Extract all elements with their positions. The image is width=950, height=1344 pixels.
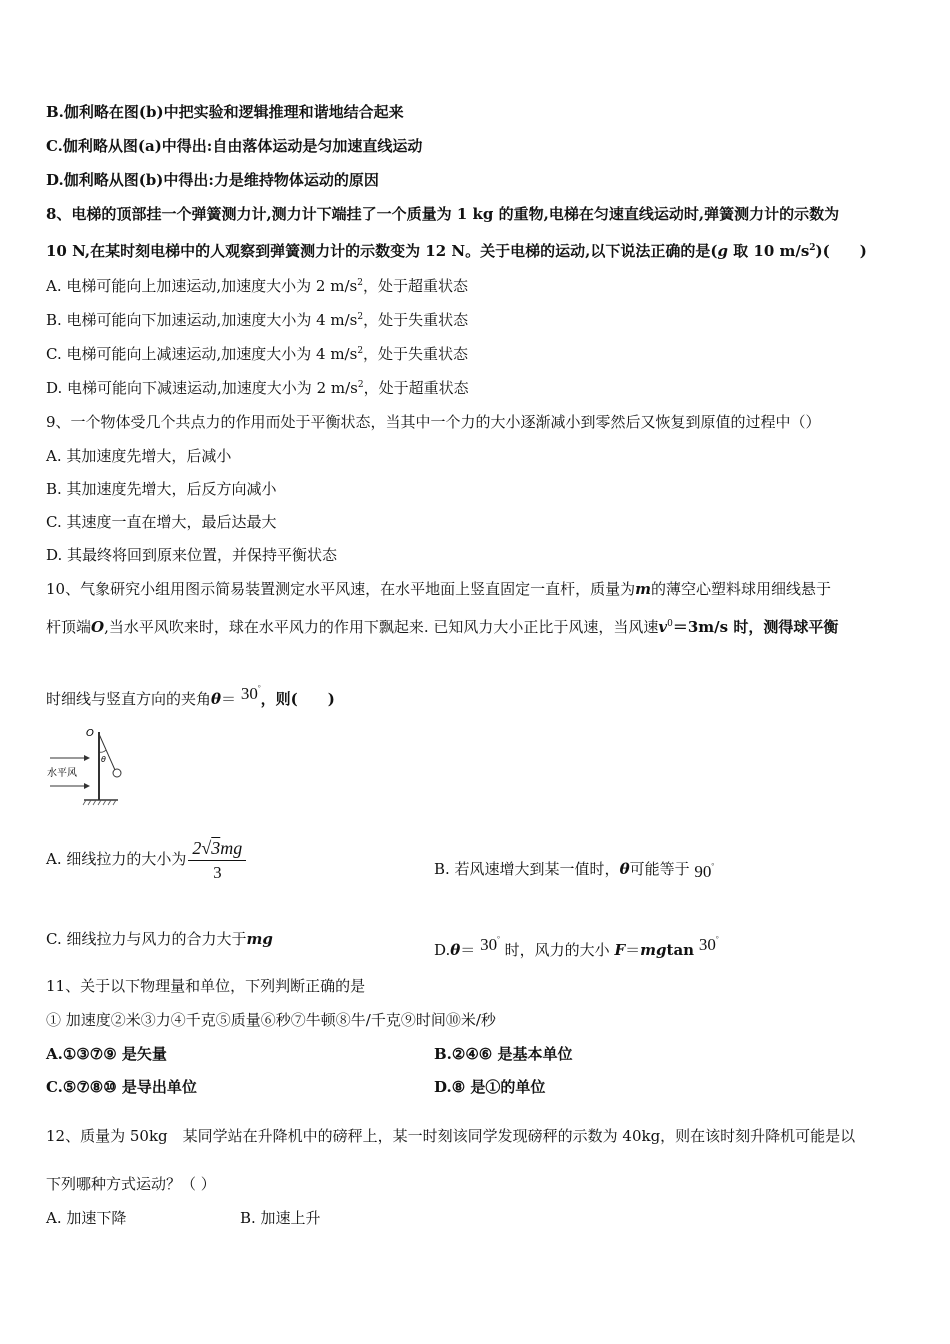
- q10-option-a: A. 细线拉力的大小为 $\frac{2√3mg}{3}$: [46, 835, 246, 885]
- q11-stem: 11、关于以下物理量和单位，下列判断正确的是: [46, 977, 366, 995]
- figure-label-o: O: [86, 728, 94, 739]
- q8-option-c: C. 电梯可能向上减速运动,加速度大小为 4 $m/s^2$，处于失重状态: [46, 345, 469, 363]
- wind-arrowhead-bottom: [84, 783, 90, 789]
- q9-option-d: D. 其最终将回到原来位置，并保持平衡状态: [46, 546, 338, 564]
- figure-label-theta: θ: [101, 755, 106, 764]
- tension-fraction: $\frac{2√3mg}{3}$: [188, 836, 246, 885]
- q11-option-b: B.②④⑥ 是基本单位: [434, 1045, 573, 1063]
- wind-apparatus-figure: [44, 722, 134, 806]
- q9-option-a: A. 其加速度先增大，后减小: [46, 447, 232, 465]
- figure-label-wind: 水平风: [47, 768, 77, 779]
- q7-option-c: C.伽利略从图(a)中得出:自由落体运动是匀加速直线运动: [46, 137, 423, 155]
- q7-option-d: D.伽利略从图(b)中得出:力是维持物体运动的原因: [46, 171, 379, 189]
- q10-option-d: D.θ＝ 30° 时，风力的大小 F＝mgtan 30°: [434, 935, 719, 959]
- q7-option-b: B.伽利略在图(b)中把实验和逻辑推理和谐地结合起来: [46, 103, 404, 121]
- q8-option-b: B. 电梯可能向下加速运动,加速度大小为 4 $m/s^2$，处于失重状态: [46, 311, 469, 329]
- q8-stem-line2: 10 N,在某时刻电梯中的人观察到弹簧测力计的示数变为 12 N。关于电梯的运动,以下说法正确的是(g 取 10 $m/s^2$)( ): [46, 242, 867, 260]
- q9-option-b: B. 其加速度先增大，后反方向减小: [46, 480, 277, 498]
- q11-list: ① 加速度②米③力④千克⑤质量⑥秒⑦牛顿⑧牛/千克⑨时间⑩米/秒: [46, 1011, 496, 1029]
- q12-option-b: B. 加速上升: [240, 1209, 321, 1227]
- plastic-ball: [113, 769, 121, 777]
- q11-option-a: A.①③⑦⑨ 是矢量: [46, 1045, 167, 1063]
- q12-stem-line1: 12、质量为 50kg 某同学站在升降机中的磅秤上，某一时刻该同学发现磅秤的示数为 40kg，则在该时刻升降机可能是以: [46, 1127, 856, 1145]
- q11-option-c: C.⑤⑦⑧⑩ 是导出单位: [46, 1078, 197, 1096]
- q8-stem-line1: 8、电梯的顶部挂一个弹簧测力计,测力计下端挂了一个质量为 1 kg 的重物,电梯在匀速直线运动时,弹簧测力计的示数为: [46, 205, 840, 223]
- q12-option-a: A. 加速下降: [46, 1209, 127, 1227]
- wind-arrowhead-top: [84, 755, 90, 761]
- q8-option-d: D. 电梯可能向下减速运动,加速度大小为 2 $m/s^2$，处于超重状态: [46, 379, 469, 397]
- q10-option-c: C. 细线拉力与风力的合力大于mg: [46, 930, 273, 948]
- q12-stem-line2: 下列哪种方式运动？（ ）: [46, 1175, 216, 1193]
- q10-option-b: B. 若风速增大到某一值时，θ可能等于 90°: [434, 860, 715, 881]
- q8-option-a: A. 电梯可能向上加速运动,加速度大小为 2 $m/s^2$，处于超重状态: [46, 277, 468, 295]
- q10-stem-line1: 10、气象研究小组用图示简易装置测定水平风速，在水平地面上竖直固定一直杆，质量为m的薄空心塑料球用细线悬于: [46, 580, 831, 598]
- angle-arc: [99, 750, 106, 752]
- q9-option-c: C. 其速度一直在增大，最后达最大: [46, 513, 277, 531]
- q9-stem: 9、一个物体受几个共点力的作用而处于平衡状态，当其中一个力的大小逐渐减小到零然后又恢复到原值的过程中（）: [46, 413, 821, 431]
- q11-option-d: D.⑧ 是①的单位: [434, 1078, 546, 1096]
- q10-stem-line3: 时细线与竖直方向的夹角θ＝ 30°，则( ): [46, 684, 335, 708]
- q10-stem-line2: 杆顶端O,当水平风吹来时，球在水平风力的作用下飘起来. 已知风力大小正比于风速，当风速$v^0=3m/s$ 时，测得球平衡: [46, 618, 839, 636]
